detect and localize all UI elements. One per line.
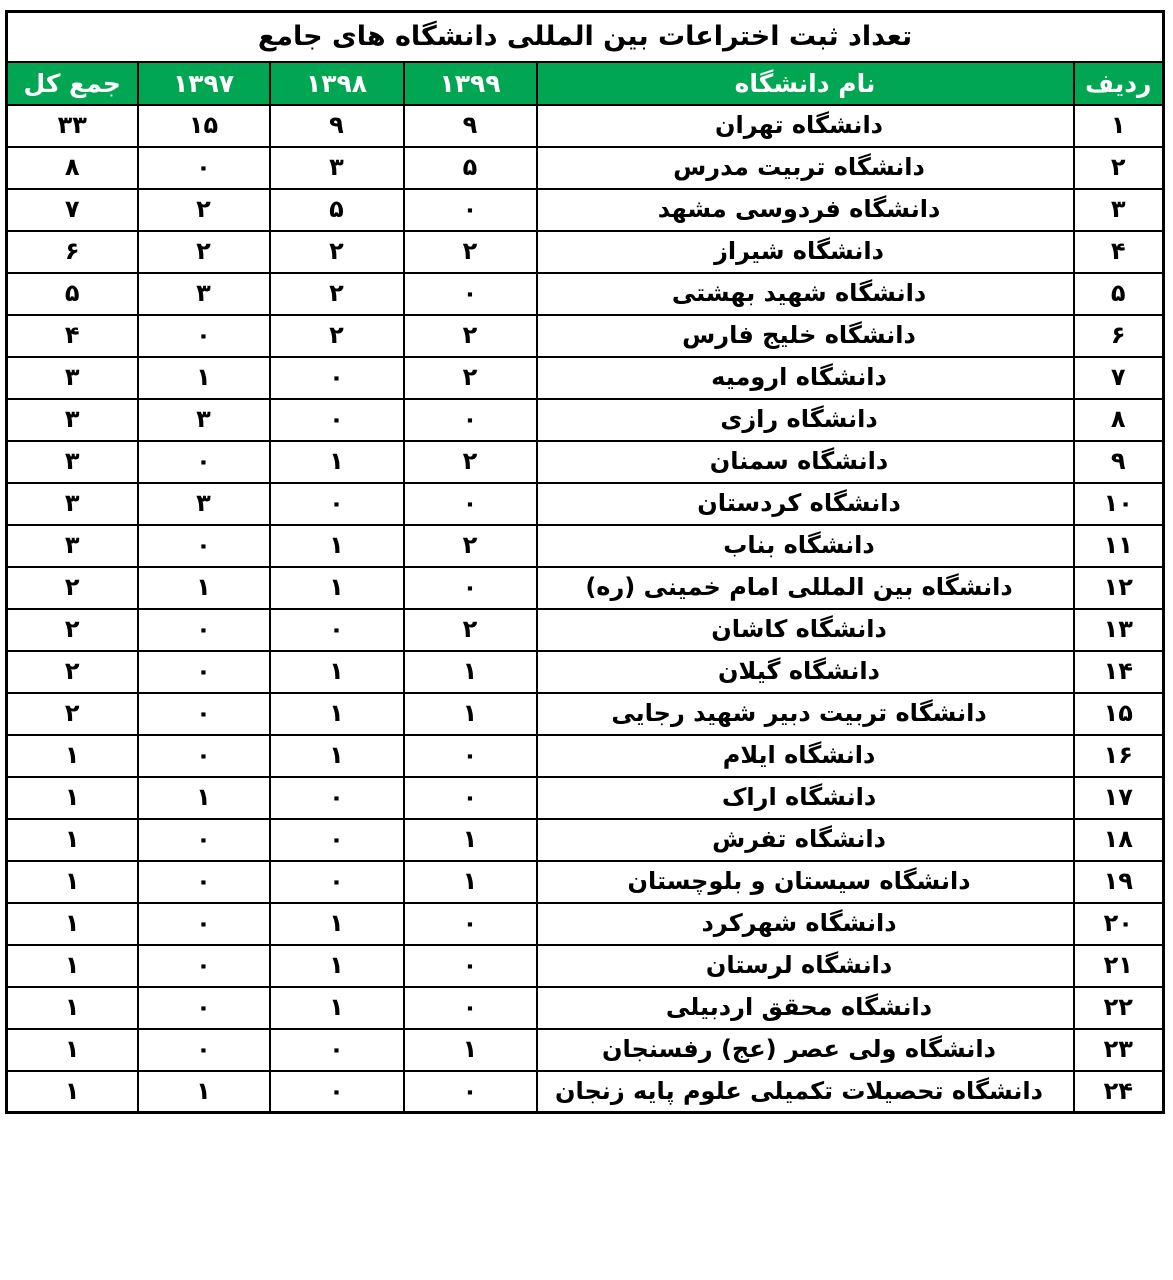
table-row <box>6 147 1163 189</box>
value-1399-cell: ۰ <box>404 189 537 231</box>
value-1397-cell: ۰ <box>138 441 270 483</box>
value-1399-cell: ۰ <box>404 399 537 441</box>
university-name-cell: دانشگاه شهید بهشتی <box>537 273 1074 315</box>
total-cell: ۱ <box>6 819 137 861</box>
row-number-cell: ۱۴ <box>1074 651 1164 693</box>
value-1397-cell: ۳ <box>138 273 270 315</box>
value-1398-cell: ۱ <box>270 903 404 945</box>
value-1399-cell: ۰ <box>404 567 537 609</box>
value-1397-cell: ۲ <box>138 231 270 273</box>
total-cell: ۷ <box>6 189 137 231</box>
total-cell: ۳۳ <box>6 105 137 147</box>
table-row <box>6 315 1163 357</box>
university-name-cell: دانشگاه تهران <box>537 105 1074 147</box>
value-1399-cell: ۱ <box>404 693 537 735</box>
value-1398-cell: ۱ <box>270 441 404 483</box>
table-row <box>6 945 1163 987</box>
value-1399-cell: ۰ <box>404 1071 537 1113</box>
row-number-cell: ۱۳ <box>1074 609 1164 651</box>
row-number-cell: ۴ <box>1074 231 1164 273</box>
value-1398-cell: ۰ <box>270 399 404 441</box>
value-1398-cell: ۰ <box>270 819 404 861</box>
value-1398-cell: ۲ <box>270 273 404 315</box>
table-row <box>6 1029 1163 1071</box>
value-1397-cell: ۰ <box>138 315 270 357</box>
value-1398-cell: ۹ <box>270 105 404 147</box>
row-number-cell: ۹ <box>1074 441 1164 483</box>
row-number-cell: ۷ <box>1074 357 1164 399</box>
value-1398-cell: ۰ <box>270 483 404 525</box>
row-number-cell: ۱۱ <box>1074 525 1164 567</box>
total-cell: ۳ <box>6 441 137 483</box>
value-1398-cell: ۲ <box>270 231 404 273</box>
table-body <box>6 105 1163 1113</box>
value-1398-cell: ۱ <box>270 987 404 1029</box>
value-1399-cell: ۱ <box>404 1029 537 1071</box>
total-cell: ۲ <box>6 609 137 651</box>
value-1397-cell: ۳ <box>138 483 270 525</box>
university-name-cell: دانشگاه تفرش <box>537 819 1074 861</box>
value-1398-cell: ۲ <box>270 315 404 357</box>
table-row <box>6 693 1163 735</box>
table-row <box>6 609 1163 651</box>
total-cell: ۳ <box>6 525 137 567</box>
header-university-name: نام دانشگاه <box>537 62 1074 105</box>
total-cell: ۱ <box>6 861 137 903</box>
row-number-cell: ۲۱ <box>1074 945 1164 987</box>
university-name-cell: دانشگاه کردستان <box>537 483 1074 525</box>
row-number-cell: ۱۸ <box>1074 819 1164 861</box>
value-1397-cell: ۰ <box>138 861 270 903</box>
table-row <box>6 1071 1163 1113</box>
value-1398-cell: ۰ <box>270 357 404 399</box>
header-year-1399: ۱۳۹۹ <box>404 62 537 105</box>
value-1399-cell: ۲ <box>404 231 537 273</box>
row-number-cell: ۳ <box>1074 189 1164 231</box>
table-row <box>6 525 1163 567</box>
total-cell: ۱ <box>6 945 137 987</box>
table-row <box>6 819 1163 861</box>
table-row <box>6 651 1163 693</box>
table-row <box>6 273 1163 315</box>
header-year-1398: ۱۳۹۸ <box>270 62 404 105</box>
total-cell: ۱ <box>6 903 137 945</box>
value-1398-cell: ۱ <box>270 651 404 693</box>
total-cell: ۳ <box>6 357 137 399</box>
value-1399-cell: ۱ <box>404 651 537 693</box>
row-number-cell: ۶ <box>1074 315 1164 357</box>
table-row <box>6 105 1163 147</box>
table-row <box>6 399 1163 441</box>
row-number-cell: ۸ <box>1074 399 1164 441</box>
row-number-cell: ۱۵ <box>1074 693 1164 735</box>
value-1399-cell: ۲ <box>404 525 537 567</box>
university-name-cell: دانشگاه شهرکرد <box>537 903 1074 945</box>
total-cell: ۱ <box>6 1029 137 1071</box>
value-1397-cell: ۰ <box>138 609 270 651</box>
value-1399-cell: ۰ <box>404 945 537 987</box>
value-1397-cell: ۰ <box>138 735 270 777</box>
total-cell: ۱ <box>6 735 137 777</box>
value-1398-cell: ۱ <box>270 525 404 567</box>
total-cell: ۵ <box>6 273 137 315</box>
university-name-cell: دانشگاه ایلام <box>537 735 1074 777</box>
value-1397-cell: ۱ <box>138 1071 270 1113</box>
university-name-cell: دانشگاه فردوسی مشهد <box>537 189 1074 231</box>
total-cell: ۶ <box>6 231 137 273</box>
row-number-cell: ۲۳ <box>1074 1029 1164 1071</box>
value-1399-cell: ۰ <box>404 483 537 525</box>
value-1397-cell: ۱۵ <box>138 105 270 147</box>
value-1397-cell: ۰ <box>138 987 270 1029</box>
value-1398-cell: ۰ <box>270 609 404 651</box>
value-1397-cell: ۰ <box>138 693 270 735</box>
value-1398-cell: ۰ <box>270 1071 404 1113</box>
row-number-cell: ۵ <box>1074 273 1164 315</box>
header-year-1397: ۱۳۹۷ <box>138 62 270 105</box>
total-cell: ۲ <box>6 651 137 693</box>
value-1397-cell: ۰ <box>138 147 270 189</box>
value-1397-cell: ۲ <box>138 189 270 231</box>
table-row <box>6 231 1163 273</box>
value-1398-cell: ۰ <box>270 777 404 819</box>
row-number-cell: ۲ <box>1074 147 1164 189</box>
value-1398-cell: ۱ <box>270 567 404 609</box>
table-row <box>6 189 1163 231</box>
patents-table <box>5 10 1165 1114</box>
table-row <box>6 861 1163 903</box>
total-cell: ۱ <box>6 777 137 819</box>
university-name-cell: دانشگاه ولی عصر (عج) رفسنجان <box>537 1029 1074 1071</box>
header-row <box>6 62 1163 105</box>
total-cell: ۴ <box>6 315 137 357</box>
value-1397-cell: ۰ <box>138 819 270 861</box>
value-1397-cell: ۱ <box>138 567 270 609</box>
total-cell: ۳ <box>6 483 137 525</box>
header-total: جمع کل <box>6 62 137 105</box>
value-1398-cell: ۱ <box>270 735 404 777</box>
row-number-cell: ۱۷ <box>1074 777 1164 819</box>
university-name-cell: دانشگاه بناب <box>537 525 1074 567</box>
value-1397-cell: ۱ <box>138 357 270 399</box>
value-1398-cell: ۱ <box>270 693 404 735</box>
value-1399-cell: ۱ <box>404 819 537 861</box>
value-1399-cell: ۹ <box>404 105 537 147</box>
value-1397-cell: ۰ <box>138 903 270 945</box>
value-1399-cell: ۲ <box>404 357 537 399</box>
value-1397-cell: ۰ <box>138 525 270 567</box>
row-number-cell: ۱ <box>1074 105 1164 147</box>
value-1399-cell: ۰ <box>404 987 537 1029</box>
value-1397-cell: ۰ <box>138 945 270 987</box>
table-row <box>6 777 1163 819</box>
university-name-cell: دانشگاه کاشان <box>537 609 1074 651</box>
table-row <box>6 987 1163 1029</box>
value-1397-cell: ۳ <box>138 399 270 441</box>
row-number-cell: ۱۲ <box>1074 567 1164 609</box>
value-1399-cell: ۰ <box>404 777 537 819</box>
value-1398-cell: ۰ <box>270 861 404 903</box>
table-title: تعداد ثبت اختراعات بین المللی دانشگاه های جامع <box>6 12 1163 62</box>
university-name-cell: دانشگاه رازی <box>537 399 1074 441</box>
value-1399-cell: ۵ <box>404 147 537 189</box>
row-number-cell: ۱۶ <box>1074 735 1164 777</box>
value-1397-cell: ۰ <box>138 651 270 693</box>
university-name-cell: دانشگاه ارومیه <box>537 357 1074 399</box>
table-row <box>6 903 1163 945</box>
table-row <box>6 357 1163 399</box>
value-1398-cell: ۳ <box>270 147 404 189</box>
value-1399-cell: ۰ <box>404 903 537 945</box>
university-name-cell: دانشگاه محقق اردبیلی <box>537 987 1074 1029</box>
row-number-cell: ۱۰ <box>1074 483 1164 525</box>
university-name-cell: دانشگاه گیلان <box>537 651 1074 693</box>
university-name-cell: دانشگاه شیراز <box>537 231 1074 273</box>
total-cell: ۳ <box>6 399 137 441</box>
table-row <box>6 735 1163 777</box>
value-1397-cell: ۱ <box>138 777 270 819</box>
university-name-cell: دانشگاه خلیج فارس <box>537 315 1074 357</box>
value-1399-cell: ۲ <box>404 609 537 651</box>
university-name-cell: دانشگاه اراک <box>537 777 1074 819</box>
university-name-cell: دانشگاه سیستان و بلوچستان <box>537 861 1074 903</box>
total-cell: ۸ <box>6 147 137 189</box>
value-1399-cell: ۲ <box>404 441 537 483</box>
university-name-cell: دانشگاه لرستان <box>537 945 1074 987</box>
header-row-number: ردیف <box>1074 62 1164 105</box>
value-1398-cell: ۱ <box>270 945 404 987</box>
value-1398-cell: ۰ <box>270 1029 404 1071</box>
value-1399-cell: ۲ <box>404 315 537 357</box>
row-number-cell: ۲۲ <box>1074 987 1164 1029</box>
value-1399-cell: ۰ <box>404 735 537 777</box>
table-row <box>6 567 1163 609</box>
value-1399-cell: ۱ <box>404 861 537 903</box>
university-name-cell: دانشگاه بین المللی امام خمینی (ره) <box>537 567 1074 609</box>
value-1399-cell: ۰ <box>404 273 537 315</box>
row-number-cell: ۱۹ <box>1074 861 1164 903</box>
table-row <box>6 441 1163 483</box>
table-row <box>6 483 1163 525</box>
row-number-cell: ۲۴ <box>1074 1071 1164 1113</box>
university-name-cell: دانشگاه تربیت دبیر شهید رجایی <box>537 693 1074 735</box>
value-1398-cell: ۵ <box>270 189 404 231</box>
total-cell: ۲ <box>6 693 137 735</box>
row-number-cell: ۲۰ <box>1074 903 1164 945</box>
title-row <box>6 12 1163 62</box>
university-name-cell: دانشگاه تحصیلات تکمیلی علوم پایه زنجان <box>537 1071 1074 1113</box>
value-1397-cell: ۰ <box>138 1029 270 1071</box>
total-cell: ۱ <box>6 1071 137 1113</box>
university-name-cell: دانشگاه سمنان <box>537 441 1074 483</box>
university-name-cell: دانشگاه تربیت مدرس <box>537 147 1074 189</box>
total-cell: ۱ <box>6 987 137 1029</box>
total-cell: ۲ <box>6 567 137 609</box>
